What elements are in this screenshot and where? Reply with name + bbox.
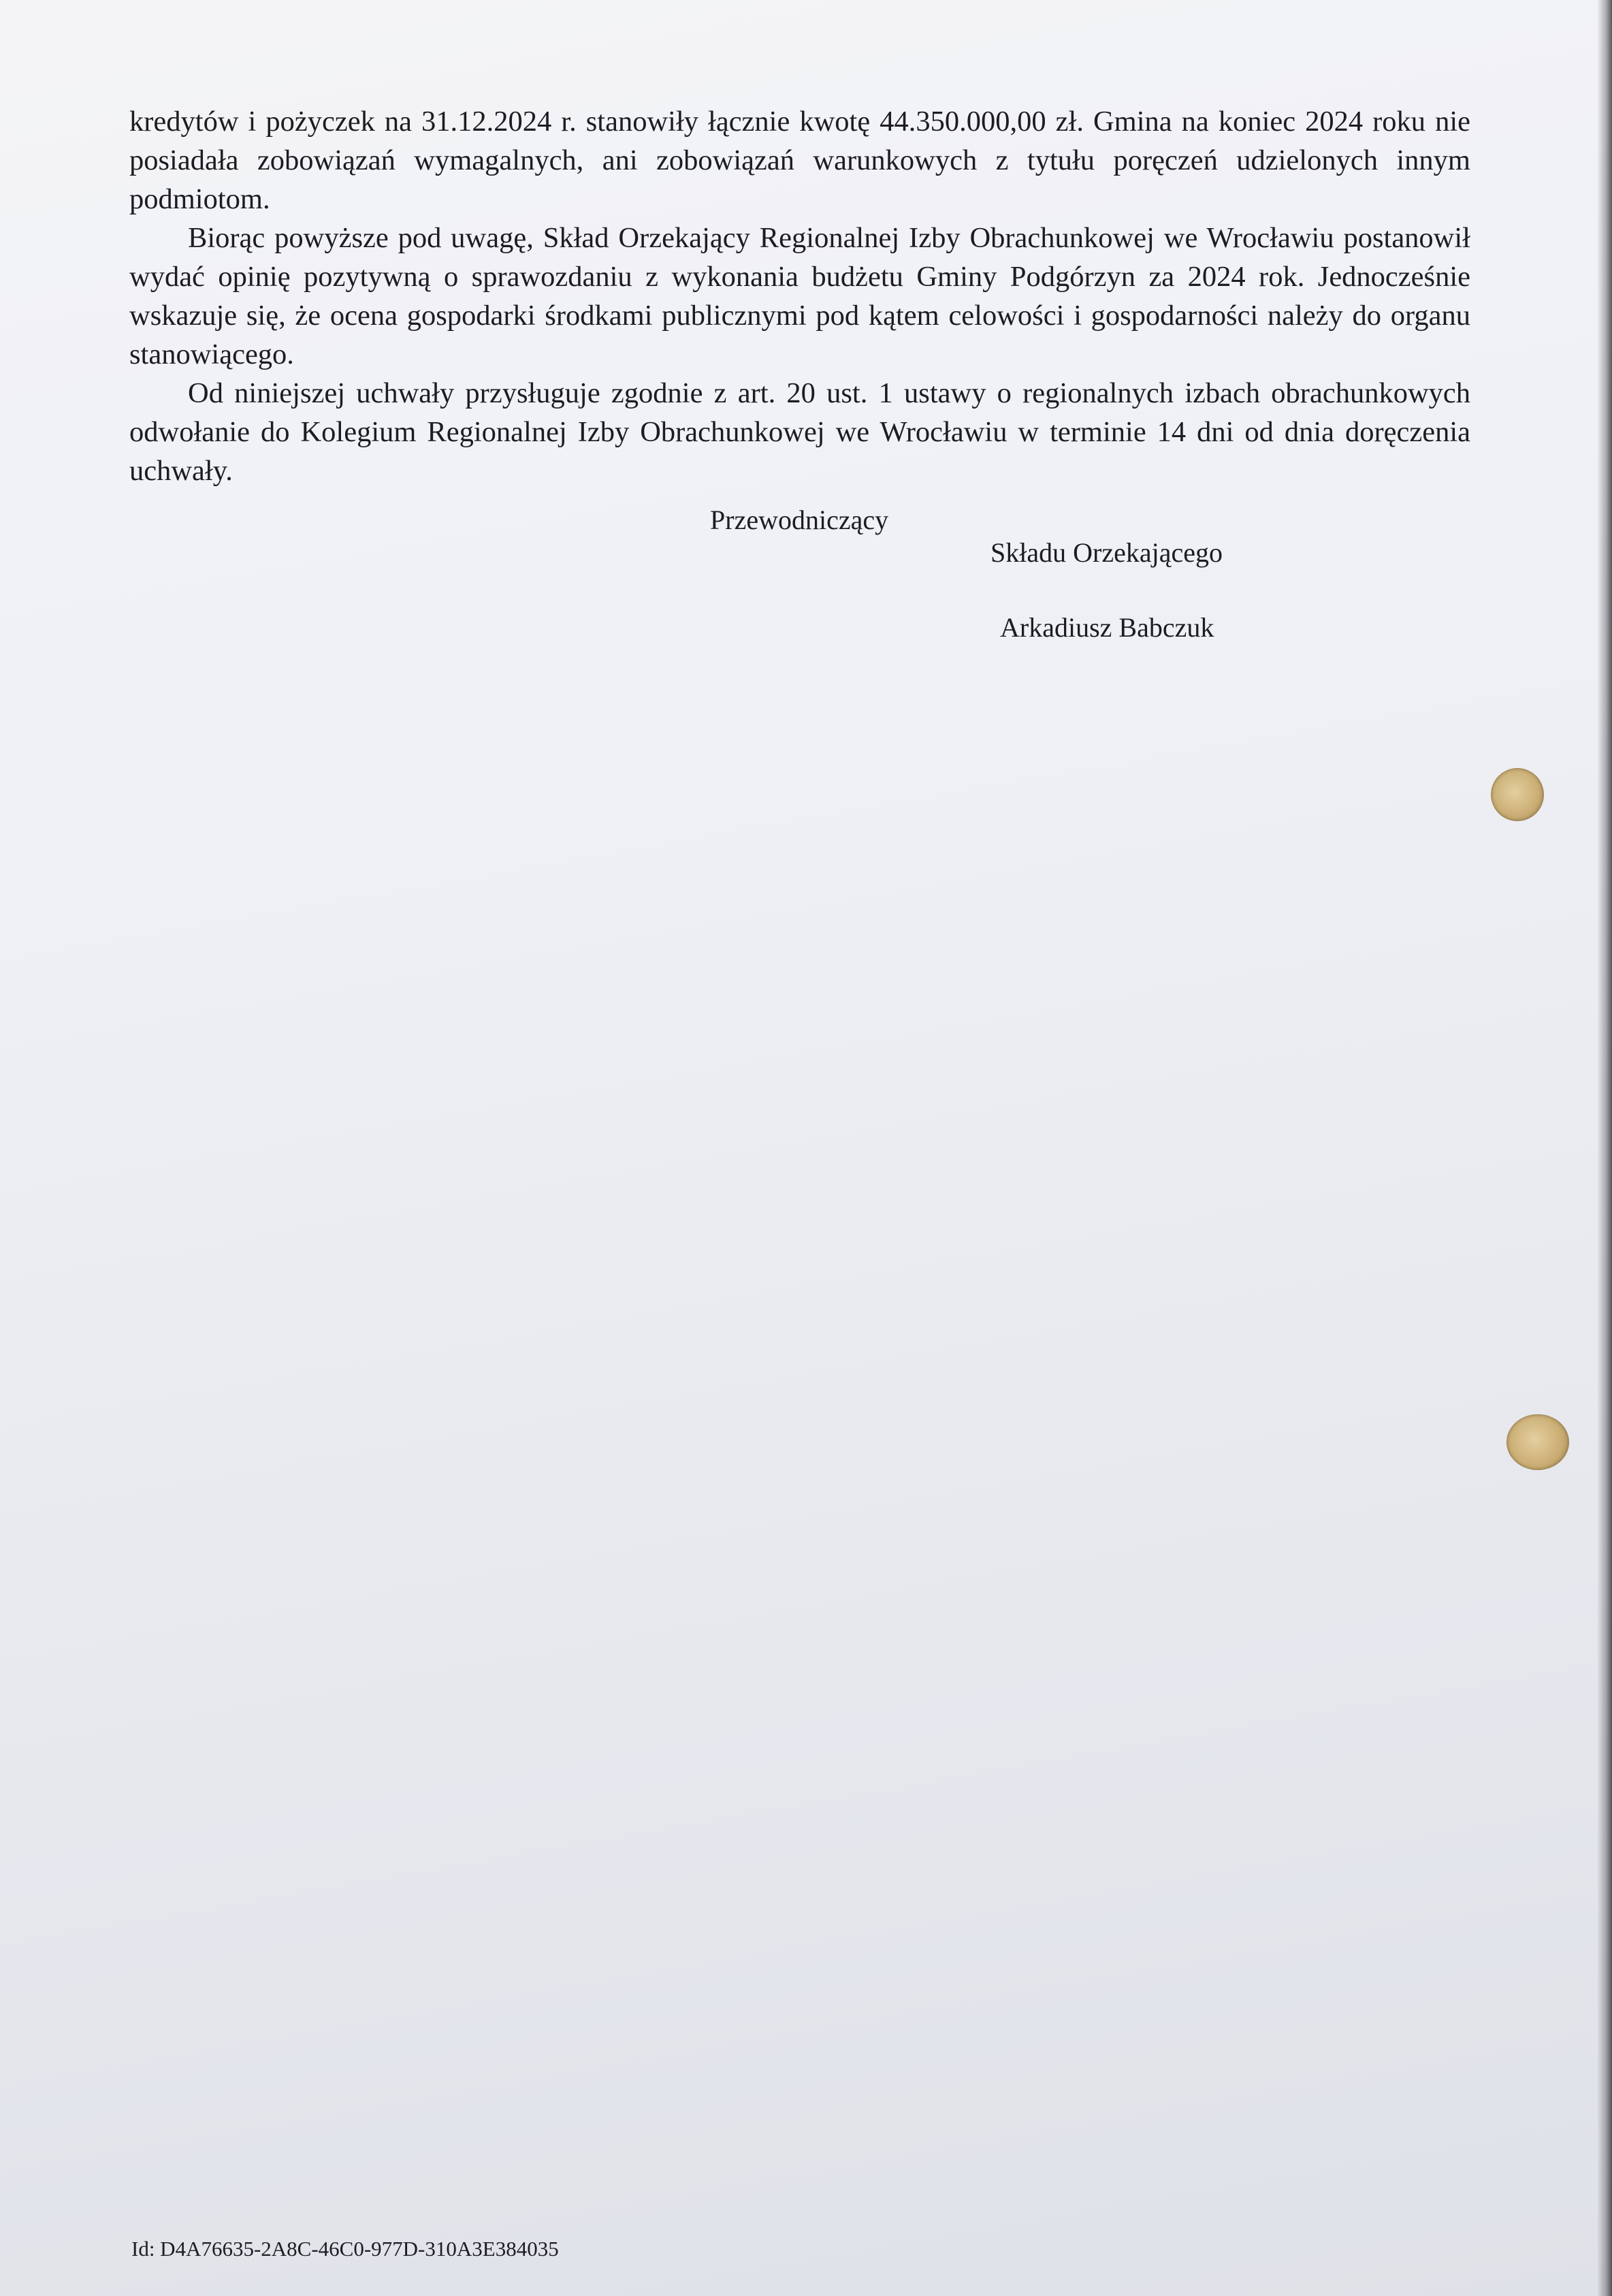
paragraph-appeal: Od niniejszej uchwały przysługuje zgodnie z art. 20 ust. 1 ustawy o regionalnych izbach obrachunkowych odwołanie do Kolegium Regionalnej Izby Obrachunkowej we Wrocławiu w terminie 14 dni od dnia doręczenia uchwały.: [129, 377, 1470, 487]
document-id: Id: D4A76635-2A8C-46C0-977D-310A3E384035: [131, 2237, 559, 2261]
signature-role: Przewodniczący: [710, 505, 889, 535]
paragraph-debt-summary: kredytów i pożyczek na 31.12.2024 r. stanowiły łącznie kwotę 44.350.000,00 zł. Gmina na koniec 2024 roku nie posiadała zobowiązań wymagalnych, ani zobowiązań warunkowych z tytułu poręczeń udzielonych innym podmiotom.: [129, 106, 1470, 215]
document-body: [129, 102, 1470, 490]
paragraph-opinion: Biorąc powyższe pod uwagę, Skład Orzekający Regionalnej Izby Obrachunkowej we Wrocławiu postanowił wydać opinię pozytywną o sprawozdaniu z wykonania budżetu Gminy Podgórzyn za 2024 rok. Jednocześnie wskazuje się, że ocena gospodarki środkami publicznymi pod kątem celowości i gospodarności należy do organu stanowiącego.: [129, 222, 1470, 370]
punch-hole: [1491, 768, 1544, 821]
signature-body: Składu Orzekającego: [990, 537, 1223, 568]
punch-hole: [1506, 1414, 1569, 1470]
signature-name: Arkadiusz Babczuk: [1000, 612, 1214, 643]
